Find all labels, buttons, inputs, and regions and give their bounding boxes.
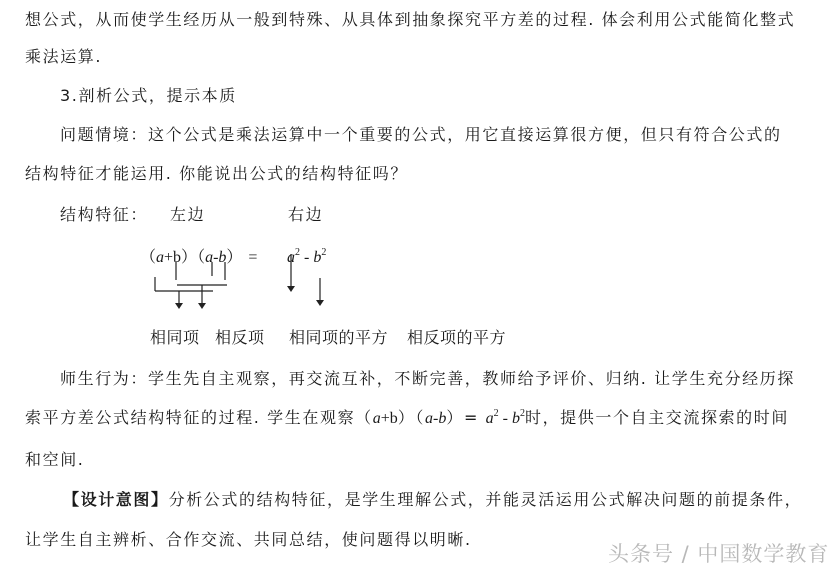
minus: - <box>433 410 439 427</box>
text: 时，提供一个自主交流探索的时间 <box>524 408 789 427</box>
paragraph-1-line-2: 乘法运算. <box>25 47 103 66</box>
teacher-student-line-3: 和空间. <box>25 450 85 469</box>
annotation-opposite-term: 相反项 <box>215 328 265 347</box>
annotation-square-opposite: 相反项的平方 <box>407 328 507 347</box>
teacher-student-line-1: 师生行为：学生先自主观察，再交流互补，不断完善，教师给予评价、归纳. 让学生充分经历探 <box>60 369 795 388</box>
arrowhead-icon <box>175 303 183 309</box>
var-b: b <box>438 410 447 427</box>
paren: ） <box>226 247 243 266</box>
var-b: b <box>313 249 322 266</box>
plus-b: +b <box>380 410 398 427</box>
plus-b: +b <box>164 249 182 266</box>
minus: - <box>213 249 219 266</box>
exponent: 2 <box>321 247 327 258</box>
watermark: 头条号 / 中国数学教育 <box>608 542 830 566</box>
exponent: 2 <box>295 247 300 258</box>
paragraph-1-line-1: 想公式，从而使学生经历从一般到特殊、从具体到抽象探究平方差的过程. 体会利用公式能简化整式 <box>25 10 796 29</box>
minus: - <box>300 249 314 266</box>
problem-context-line-2: 结构特征才能运用. 你能说出公式的结构特征吗？ <box>25 164 408 183</box>
minus: - <box>498 410 512 427</box>
structure-label: 结构特征： <box>60 205 149 224</box>
section-heading: 3.剖析公式，提示本质 <box>60 86 237 105</box>
var-a: a <box>485 410 494 427</box>
arrowhead-icon <box>316 300 324 306</box>
var-a: a <box>156 249 165 266</box>
problem-context-line-1: 问题情境：这个公式是乘法运算中一个重要的公式，用它直接运算很方便，但只有符合公式的 <box>60 125 782 144</box>
text: 分析公式的结构特征，是学生理解公式，并能灵活运用公式解决问题的前提条件， <box>168 490 803 509</box>
arrowhead-icon <box>198 303 206 309</box>
var-b: b <box>511 410 520 427</box>
annotation-square-same: 相同项的平方 <box>289 328 389 347</box>
var-a: a <box>287 249 295 266</box>
left-side-label: 左边 <box>170 205 206 224</box>
var-a: a <box>372 410 381 427</box>
equals: = <box>248 249 258 266</box>
exponent: 2 <box>493 408 499 419</box>
arrowhead-icon <box>287 286 295 292</box>
paren: （ <box>140 247 157 266</box>
exponent: 2 <box>519 408 525 419</box>
text: 索平方差公式结构特征的过程. 学生在观察（ <box>25 408 373 427</box>
var-b: b <box>218 249 227 266</box>
design-intent-tag: 【设计意图】 <box>63 490 169 509</box>
teacher-student-line-2 <box>25 408 789 429</box>
formula-left-side <box>140 247 257 268</box>
paren: ）（ <box>397 408 426 427</box>
design-intent-line-1 <box>63 490 802 510</box>
paren: ） <box>181 247 198 266</box>
formula-right-side <box>287 247 326 268</box>
annotation-same-term: 相同项 <box>150 328 200 347</box>
right-side-label: 右边 <box>288 205 324 224</box>
var-a: a <box>425 410 434 427</box>
paren-equals: ）= <box>446 408 486 427</box>
design-intent-line-2: 让学生自主辨析、合作交流、共同总结，使问题得以明晰. <box>25 530 472 549</box>
paren: （ <box>197 247 206 266</box>
var-a: a <box>205 249 214 266</box>
